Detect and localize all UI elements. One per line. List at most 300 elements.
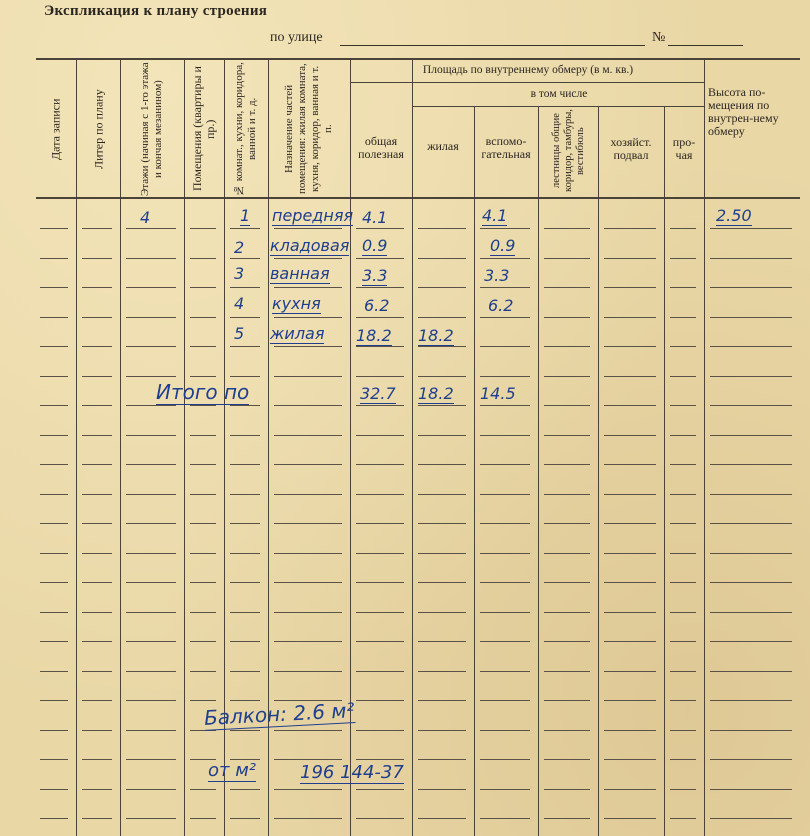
volume-value: 196 144-37 xyxy=(300,762,404,783)
row-rule xyxy=(82,228,112,229)
header-other: про-чая xyxy=(672,135,696,162)
row-rule xyxy=(418,258,466,259)
row-rule xyxy=(274,287,342,288)
row-rule xyxy=(40,612,68,613)
row-rule xyxy=(126,582,176,583)
row-rule xyxy=(418,730,466,731)
row-rule xyxy=(670,287,696,288)
row-rule xyxy=(356,317,404,318)
row-rule xyxy=(604,258,656,259)
row-rule xyxy=(710,641,792,642)
column-rule xyxy=(120,58,121,836)
row-rule xyxy=(126,228,176,229)
room-number: 5 xyxy=(234,324,245,343)
row-rule xyxy=(480,376,530,377)
header-premises: Помещения (квартиры и пр.) xyxy=(190,66,217,192)
row-rule xyxy=(418,700,466,701)
header-bottom-border xyxy=(36,197,800,199)
row-rule xyxy=(126,405,176,406)
row-rule xyxy=(480,553,530,554)
row-rule xyxy=(230,582,260,583)
row-rule xyxy=(274,759,342,760)
row-rule xyxy=(230,553,260,554)
balcony-note: Балкон: 2.6 м² xyxy=(203,698,356,730)
row-rule xyxy=(274,228,342,229)
height-value: 2.50 xyxy=(716,206,752,225)
row-rule xyxy=(126,317,176,318)
row-rule xyxy=(480,464,530,465)
row-rule xyxy=(670,730,696,731)
row-rule xyxy=(230,700,260,701)
row-rule xyxy=(356,759,404,760)
row-rule xyxy=(40,376,68,377)
row-rule xyxy=(230,258,260,259)
row-rule xyxy=(356,641,404,642)
row-rule xyxy=(544,612,590,613)
row-rule xyxy=(544,730,590,731)
row-rule xyxy=(418,612,466,613)
row-rule xyxy=(544,582,590,583)
row-rule xyxy=(356,405,404,406)
row-rule xyxy=(356,228,404,229)
row-rule xyxy=(670,228,696,229)
row-rule xyxy=(82,818,112,819)
row-rule xyxy=(126,612,176,613)
row-rule xyxy=(274,258,342,259)
row-rule xyxy=(82,759,112,760)
row-rule xyxy=(418,376,466,377)
row-rule xyxy=(670,258,696,259)
row-rule xyxy=(604,523,656,524)
row-rule xyxy=(82,700,112,701)
row-rule xyxy=(670,346,696,347)
row-rule xyxy=(544,464,590,465)
number-label: № xyxy=(652,30,666,45)
row-rule xyxy=(40,464,68,465)
street-label: по улице xyxy=(270,30,323,45)
row-rule xyxy=(480,523,530,524)
row-rule xyxy=(230,464,260,465)
row-rule xyxy=(230,405,260,406)
row-rule xyxy=(356,376,404,377)
row-rule xyxy=(710,494,792,495)
row-rule xyxy=(40,553,68,554)
row-rule xyxy=(480,582,530,583)
row-rule xyxy=(604,287,656,288)
row-rule xyxy=(40,641,68,642)
row-rule xyxy=(274,494,342,495)
row-rule xyxy=(670,405,696,406)
row-rule xyxy=(418,405,466,406)
row-rule xyxy=(356,435,404,436)
row-rule xyxy=(710,671,792,672)
row-rule xyxy=(274,671,342,672)
row-rule xyxy=(356,523,404,524)
room-total: 0.9 xyxy=(362,236,388,255)
row-rule xyxy=(604,228,656,229)
row-rule xyxy=(480,317,530,318)
row-rule xyxy=(82,435,112,436)
row-rule xyxy=(82,405,112,406)
header-utility: хозяйст. подвал xyxy=(610,135,652,162)
row-rule xyxy=(418,435,466,436)
volume-label: от м² xyxy=(208,760,257,781)
row-rule xyxy=(126,435,176,436)
row-rule xyxy=(418,818,466,819)
row-rule xyxy=(40,582,68,583)
row-rule xyxy=(190,435,216,436)
row-rule xyxy=(356,287,404,288)
row-rule xyxy=(126,818,176,819)
row-rule xyxy=(356,818,404,819)
row-rule xyxy=(82,641,112,642)
row-rule xyxy=(480,258,530,259)
row-rule xyxy=(544,523,590,524)
street-field-line xyxy=(340,45,645,46)
header-liter: Литер по плану xyxy=(91,89,106,169)
row-rule xyxy=(418,464,466,465)
row-rule xyxy=(230,818,260,819)
row-rule xyxy=(604,789,656,790)
row-rule xyxy=(40,494,68,495)
row-rule xyxy=(230,789,260,790)
header-stairs: лестницы общие коридор, тамбуры, вестибюль xyxy=(551,109,586,193)
row-rule xyxy=(604,818,656,819)
room-total: 3.3 xyxy=(362,266,388,285)
room-aux: 6.2 xyxy=(488,296,514,315)
row-rule xyxy=(710,553,792,554)
row-rule xyxy=(418,553,466,554)
row-rule xyxy=(274,553,342,554)
row-rule xyxy=(190,346,216,347)
row-rule xyxy=(604,494,656,495)
row-rule xyxy=(274,376,342,377)
row-rule xyxy=(82,494,112,495)
row-rule xyxy=(126,494,176,495)
row-rule xyxy=(126,464,176,465)
row-rule xyxy=(40,523,68,524)
row-rule xyxy=(480,730,530,731)
row-rule xyxy=(126,346,176,347)
row-rule xyxy=(126,700,176,701)
row-rule xyxy=(604,641,656,642)
row-rule xyxy=(274,523,342,524)
row-rule xyxy=(82,789,112,790)
room-aux: 3.3 xyxy=(484,266,510,285)
row-rule xyxy=(604,376,656,377)
row-rule xyxy=(230,287,260,288)
row-rule xyxy=(544,376,590,377)
room-purpose: жилая xyxy=(270,324,325,343)
row-rule xyxy=(230,376,260,377)
row-rule xyxy=(190,376,216,377)
column-rule xyxy=(76,58,77,836)
room-number: 4 xyxy=(234,294,245,313)
totals-total: 32.7 xyxy=(360,384,396,403)
row-rule xyxy=(544,435,590,436)
row-rule xyxy=(710,730,792,731)
row-rule xyxy=(190,405,216,406)
header-living: жилая xyxy=(427,139,459,153)
row-rule xyxy=(480,287,530,288)
row-rule xyxy=(418,582,466,583)
row-rule xyxy=(126,671,176,672)
row-rule xyxy=(356,730,404,731)
row-rule xyxy=(126,553,176,554)
row-rule xyxy=(40,818,68,819)
room-number: 2 xyxy=(234,238,245,257)
row-rule xyxy=(82,730,112,731)
row-rule xyxy=(418,671,466,672)
number-field-line xyxy=(668,45,743,46)
column-rule xyxy=(538,106,539,836)
row-rule xyxy=(544,228,590,229)
row-rule xyxy=(274,789,342,790)
column-rule xyxy=(474,106,475,836)
column-rule xyxy=(412,58,413,836)
row-rule xyxy=(274,612,342,613)
header-purpose: Назначение частей помещения: жилая комната, кухня, коридор, ванная и т. п. xyxy=(283,63,334,195)
header-date: Дата записи xyxy=(48,98,63,160)
row-rule xyxy=(190,641,216,642)
row-rule xyxy=(82,523,112,524)
row-rule xyxy=(190,494,216,495)
row-rule xyxy=(40,287,68,288)
row-rule xyxy=(230,317,260,318)
row-rule xyxy=(670,612,696,613)
row-rule xyxy=(190,582,216,583)
row-rule xyxy=(190,464,216,465)
row-rule xyxy=(670,317,696,318)
row-rule xyxy=(604,405,656,406)
row-rule xyxy=(670,759,696,760)
room-living: 18.2 xyxy=(418,326,454,345)
row-rule xyxy=(544,405,590,406)
row-rule xyxy=(126,641,176,642)
area-group-rule xyxy=(350,82,704,83)
totals-aux: 14.5 xyxy=(480,384,516,403)
row-rule xyxy=(274,730,342,731)
row-rule xyxy=(356,494,404,495)
row-rule xyxy=(710,287,792,288)
column-rule xyxy=(704,58,705,836)
row-rule xyxy=(418,228,466,229)
row-rule xyxy=(190,671,216,672)
row-rule xyxy=(40,258,68,259)
row-rule xyxy=(670,494,696,495)
header-floors: Этажи (начиная с 1-го этажа и кончая мезанином) xyxy=(139,62,164,196)
row-rule xyxy=(82,346,112,347)
row-rule xyxy=(190,789,216,790)
row-rule xyxy=(670,789,696,790)
row-rule xyxy=(544,671,590,672)
row-rule xyxy=(126,376,176,377)
row-rule xyxy=(230,730,260,731)
row-rule xyxy=(604,553,656,554)
row-rule xyxy=(418,789,466,790)
row-rule xyxy=(274,435,342,436)
row-rule xyxy=(274,641,342,642)
row-rule xyxy=(82,376,112,377)
row-rule xyxy=(480,494,530,495)
row-rule xyxy=(418,287,466,288)
room-purpose: кладовая xyxy=(270,236,350,255)
row-rule xyxy=(544,346,590,347)
row-rule xyxy=(710,464,792,465)
row-rule xyxy=(190,612,216,613)
row-rule xyxy=(544,789,590,790)
header-total: общая полезная xyxy=(358,134,404,161)
row-rule xyxy=(544,287,590,288)
header-including: в том числе xyxy=(530,88,588,100)
room-aux: 4.1 xyxy=(482,206,508,225)
row-rule xyxy=(604,317,656,318)
row-rule xyxy=(544,553,590,554)
row-rule xyxy=(230,523,260,524)
row-rule xyxy=(356,346,404,347)
row-rule xyxy=(40,789,68,790)
row-rule xyxy=(126,258,176,259)
row-rule xyxy=(480,346,530,347)
row-rule xyxy=(604,346,656,347)
row-rule xyxy=(126,789,176,790)
room-total: 18.2 xyxy=(356,326,392,345)
row-rule xyxy=(40,228,68,229)
room-purpose: передняя xyxy=(272,206,354,225)
row-rule xyxy=(40,346,68,347)
row-rule xyxy=(710,759,792,760)
row-rule xyxy=(190,700,216,701)
header-room-number: № комнат., кухни, коридора, ванной и т. д. xyxy=(233,62,258,196)
row-rule xyxy=(418,317,466,318)
row-rule xyxy=(710,405,792,406)
row-rule xyxy=(82,582,112,583)
row-rule xyxy=(274,582,342,583)
row-rule xyxy=(230,228,260,229)
row-rule xyxy=(710,612,792,613)
row-rule xyxy=(418,494,466,495)
row-rule xyxy=(82,317,112,318)
row-rule xyxy=(40,671,68,672)
row-rule xyxy=(604,612,656,613)
row-rule xyxy=(544,641,590,642)
room-purpose: кухня xyxy=(272,294,321,313)
row-rule xyxy=(670,553,696,554)
row-rule xyxy=(480,671,530,672)
row-rule xyxy=(710,228,792,229)
row-rule xyxy=(544,258,590,259)
row-rule xyxy=(670,818,696,819)
header-height: Высота по-мещения по внутрен-нему обмеру xyxy=(708,85,779,138)
room-aux: 0.9 xyxy=(490,236,516,255)
row-rule xyxy=(356,612,404,613)
row-rule xyxy=(190,818,216,819)
row-rule xyxy=(670,435,696,436)
row-rule xyxy=(126,287,176,288)
column-rule xyxy=(664,106,665,836)
row-rule xyxy=(356,553,404,554)
column-rule xyxy=(184,58,185,836)
row-rule xyxy=(126,523,176,524)
including-rule xyxy=(412,106,704,107)
row-rule xyxy=(480,759,530,760)
row-rule xyxy=(356,700,404,701)
row-rule xyxy=(710,258,792,259)
row-rule xyxy=(604,464,656,465)
row-rule xyxy=(82,612,112,613)
row-rule xyxy=(670,464,696,465)
row-rule xyxy=(710,346,792,347)
row-rule xyxy=(82,464,112,465)
table-top-border xyxy=(36,58,800,60)
row-rule xyxy=(356,789,404,790)
row-rule xyxy=(190,258,216,259)
row-rule xyxy=(274,464,342,465)
row-rule xyxy=(418,641,466,642)
row-rule xyxy=(710,435,792,436)
room-total: 6.2 xyxy=(364,296,390,315)
row-rule xyxy=(356,671,404,672)
row-rule xyxy=(710,789,792,790)
row-rule xyxy=(40,405,68,406)
row-rule xyxy=(710,317,792,318)
row-rule xyxy=(230,494,260,495)
row-rule xyxy=(710,523,792,524)
row-rule xyxy=(230,671,260,672)
header-area-group: Площадь по внутреннему обмеру (в м. кв.) xyxy=(422,64,634,76)
row-rule xyxy=(710,818,792,819)
column-rule xyxy=(598,106,599,836)
row-rule xyxy=(670,523,696,524)
row-rule xyxy=(670,641,696,642)
row-rule xyxy=(480,818,530,819)
row-rule xyxy=(604,700,656,701)
row-rule xyxy=(670,671,696,672)
row-rule xyxy=(480,435,530,436)
row-rule xyxy=(604,435,656,436)
room-number: 1 xyxy=(240,206,251,225)
totals-label: Итого по xyxy=(156,380,250,404)
row-rule xyxy=(480,228,530,229)
row-rule xyxy=(670,582,696,583)
row-rule xyxy=(604,671,656,672)
row-rule xyxy=(544,317,590,318)
row-rule xyxy=(480,700,530,701)
row-rule xyxy=(480,789,530,790)
row-rule xyxy=(480,612,530,613)
room-total: 4.1 xyxy=(362,208,388,227)
row-rule xyxy=(274,405,342,406)
row-rule xyxy=(40,730,68,731)
room-number: 3 xyxy=(234,264,245,283)
row-rule xyxy=(230,346,260,347)
row-rule xyxy=(710,700,792,701)
row-rule xyxy=(480,405,530,406)
row-rule xyxy=(274,317,342,318)
row-rule xyxy=(544,700,590,701)
row-rule xyxy=(418,346,466,347)
row-rule xyxy=(418,759,466,760)
row-rule xyxy=(544,818,590,819)
row-rule xyxy=(40,435,68,436)
room-purpose: ванная xyxy=(270,264,330,283)
row-rule xyxy=(604,730,656,731)
floor-value: 4 xyxy=(140,208,151,227)
row-rule xyxy=(82,258,112,259)
row-rule xyxy=(604,759,656,760)
row-rule xyxy=(190,317,216,318)
row-rule xyxy=(544,759,590,760)
